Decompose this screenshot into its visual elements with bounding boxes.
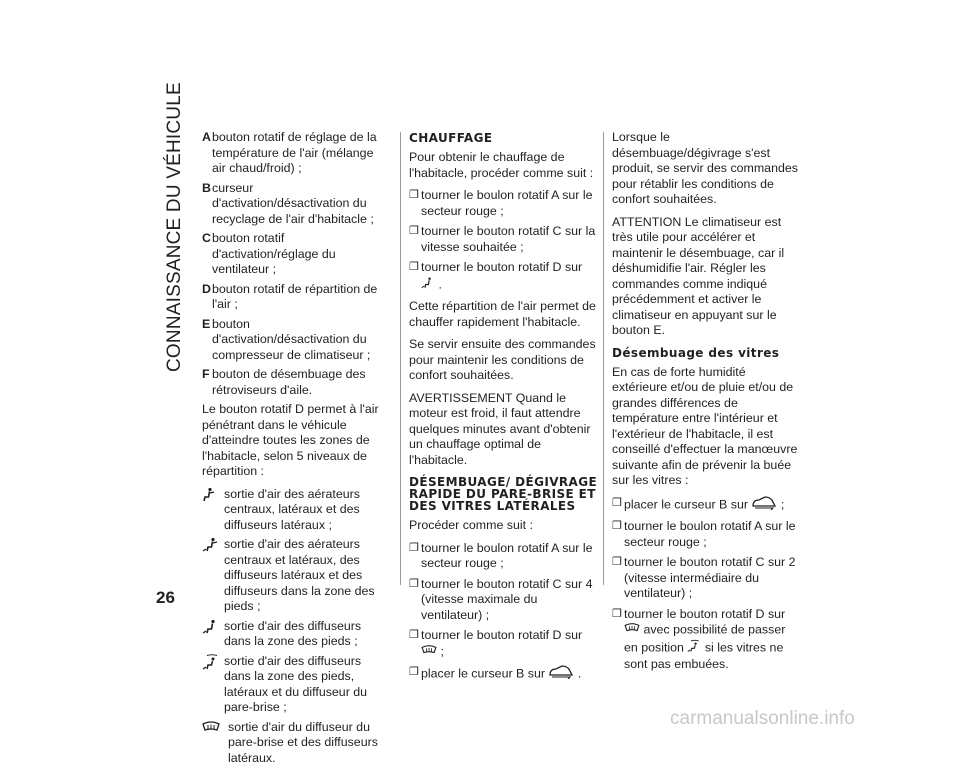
legend-item-c: C bouton rotatif d'activation/réglage du ventilateur ;: [202, 231, 336, 276]
side-section-title: [164, 82, 186, 372]
paragraph: En cas de forte humidité extérieure et/ou de pluie et/ou de grandes différences de température entre l'intérieur et l'extérieur de l'habitacle, il est conseillé d'effectuer la manœuvre suivante afin de prévenir la buée sur les vitres :: [612, 364, 798, 487]
vent-feet-icon: [202, 619, 224, 650]
bullet-item: ❐ tourner le bouton rotatif D sur ;: [409, 628, 583, 659]
bullet-item: ❐ tourner le bouton rotatif C sur 2 (vitesse intermédiaire du ventilateur) ;: [612, 555, 796, 600]
paragraph: Cette répartition de l'air permet de chauffer rapidement l'habitacle.: [409, 299, 596, 329]
vent-feet-windscreen-icon: [687, 639, 701, 658]
mode-item: sortie d'air des aérateurs centraux et latéraux, des diffuseurs latéraux et des diffuseurs dans la zone des pieds ;: [202, 537, 390, 615]
vent-face-icon: [202, 487, 224, 534]
paragraph: Se servir ensuite des commandes pour maintenir les conditions de confort souhaitées.: [409, 337, 596, 382]
bullet-item: ❐ tourner le bouton rotatif C sur 4 (vitesse maximale du ventilateur) ;: [409, 576, 593, 622]
paragraph: Procéder comme suit :: [409, 518, 533, 532]
bullet-item: ❐ placer le curseur B sur ;: [612, 496, 802, 515]
vent-feet-windscreen-icon: [202, 654, 224, 716]
column-divider: [400, 132, 401, 585]
column-3: [612, 130, 802, 678]
page-number: 26: [156, 588, 175, 607]
bullet-item: ❐ tourner le bouton rotatif D sur .: [409, 260, 599, 294]
legend-item-a: A bouton rotatif de réglage de la température de l'air (mélange air chaud/froid) ;: [202, 130, 377, 175]
bullet-item: ❐ tourner le bouton rotatif C sur la vitesse souhaitée ;: [409, 224, 596, 254]
legend-item-d: D bouton rotatif de répartition de l'air ;: [202, 281, 378, 311]
paragraph: AVERTISSEMENT Quand le moteur est froid, il faut attendre quelques minutes avant d'obtenir un chauffage optimal de l'habitacle.: [409, 390, 591, 467]
column-1: [202, 130, 390, 770]
column-divider: [603, 132, 604, 585]
watermark: carmanualsonline.info: [670, 708, 855, 729]
section-heading: CHAUFFAGE: [409, 131, 493, 145]
section-heading: Désembuage des vitres: [612, 345, 780, 360]
column-2: [409, 130, 599, 689]
paragraph: ATTENTION Le climatiseur est très utile pour accélérer et maintenir le désembuage, car il déshumidifie l'air. Régler les commandes comme indiqué précédemment et activer le climatiseur en appuyant sur le bouton E.: [612, 214, 785, 337]
bullet-item: ❐ tourner le bouton rotatif D sur avec possibilité de passer en position si les vitres ne sont pas embuées.: [612, 606, 786, 671]
bullet-item: ❐ tourner le boulon rotatif A sur le secteur rouge ;: [612, 519, 796, 549]
windscreen-defrost-icon: [202, 720, 228, 767]
bullet-item: ❐ placer le curseur B sur .: [409, 665, 599, 684]
legend-item-b: B curseur d'activation/désactivation du recyclage de l'air d'habitacle ;: [202, 180, 374, 226]
bullet-item: ❐ tourner le boulon rotatif A sur le secteur rouge ;: [409, 540, 593, 570]
vent-feet-icon: [421, 276, 435, 295]
bullet-item: ❐ tourner le boulon rotatif A sur le secteur rouge ;: [409, 188, 593, 218]
paragraph: Lorsque le désembuage/dégivrage s'est produit, se servir des commandes pour rétablir les conditions de confort souhaitées.: [612, 130, 798, 206]
legend-item-f: F bouton de désembuage des rétroviseurs d'aile.: [202, 367, 366, 397]
car-outside-air-icon: [548, 665, 574, 684]
legend-item-e: E bouton d'activation/désactivation du compresseur de climatiseur ;: [202, 316, 371, 362]
windscreen-defrost-icon: [421, 644, 437, 661]
mode-item: sortie d'air des diffuseurs dans la zone des pieds, latéraux et du diffuseur du pare-brise ;: [202, 654, 390, 716]
mode-item: sortie d'air du diffuseur du pare-brise et des diffuseurs latéraux.: [202, 720, 390, 767]
mode-item: sortie d'air des diffuseurs dans la zone des pieds ;: [202, 619, 390, 650]
side-title-text: CONNAISSANCE DU VÉHICULE: [164, 82, 185, 372]
section-heading: DÉSEMBUAGE/ DÉGIVRAGE RAPIDE DU PARE-BRISE ET DES VITRES LATÉRALES: [409, 475, 598, 513]
vent-face-feet-icon: [202, 537, 224, 615]
car-outside-air-icon: [751, 496, 777, 515]
windscreen-defrost-icon: [624, 622, 640, 639]
paragraph: Le bouton rotatif D permet à l'air pénétrant dans le véhicule d'atteindre toutes les zones de l'habitacle, selon 5 niveaux de répartition :: [202, 402, 379, 478]
paragraph: Pour obtenir le chauffage de l'habitacle, procéder comme suit :: [409, 150, 594, 180]
mode-item: sortie d'air des aérateurs centraux, latéraux et des diffuseurs latéraux ;: [202, 487, 390, 534]
